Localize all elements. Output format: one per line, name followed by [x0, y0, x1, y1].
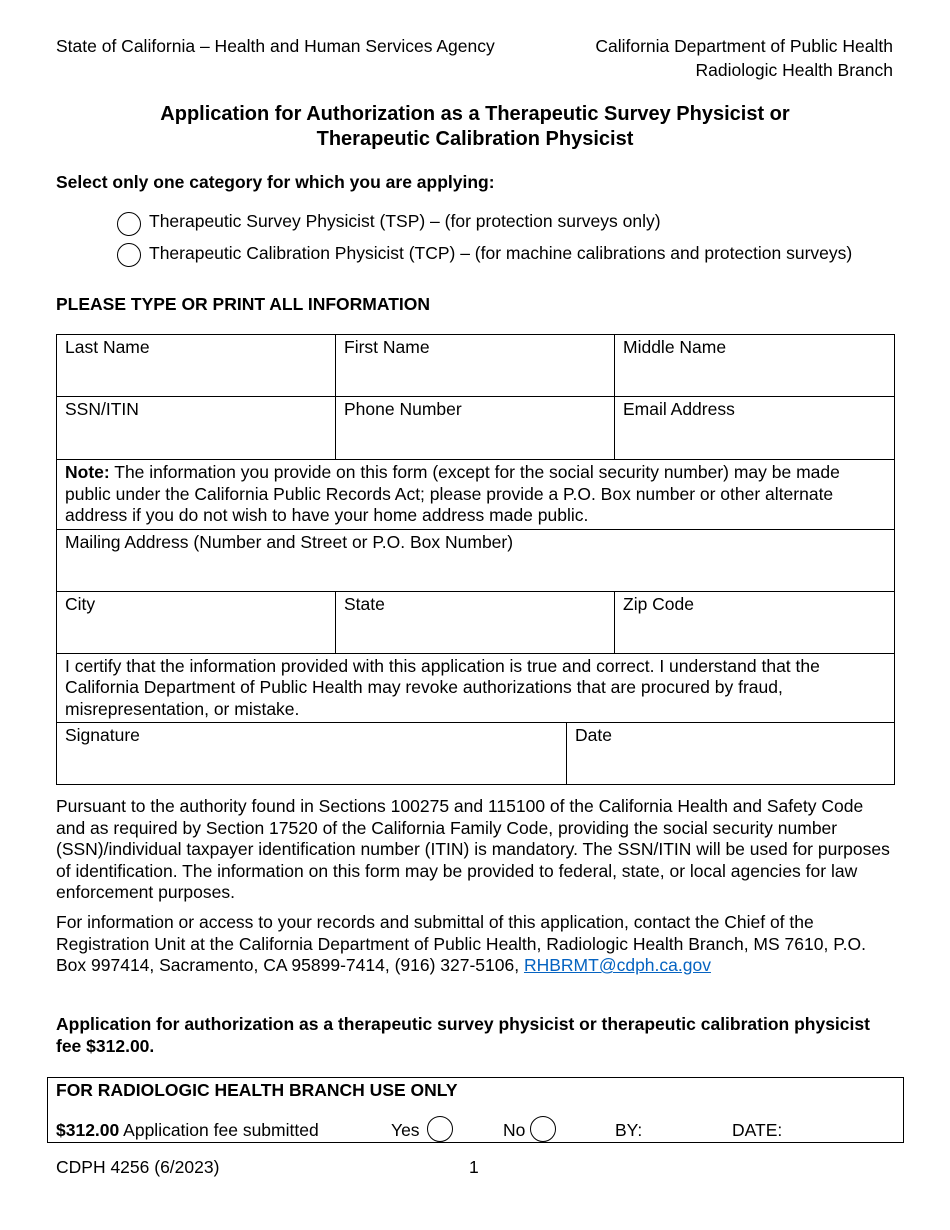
print-instruction: PLEASE TYPE OR PRINT ALL INFORMATION	[56, 294, 430, 314]
ssn-field[interactable]	[57, 397, 336, 460]
fee-yes-radio[interactable]	[427, 1116, 453, 1142]
last-name-field[interactable]	[57, 335, 336, 397]
fee-no-radio[interactable]	[530, 1116, 556, 1142]
phone-field[interactable]	[336, 397, 615, 460]
last-name-label: Last Name	[65, 337, 150, 357]
no-label: No	[503, 1120, 526, 1140]
first-name-label: First Name	[344, 337, 430, 357]
contact-text: For information or access to your records and submittal of this application, contact the Chief of the Registration Unit at the California Department of Public Health, Radiologic Health Branch, MS 7610, P.O. Box 997414, Sacramento, CA 95899-7414, (916) 327-5106,	[56, 912, 866, 975]
fee-statement: Application for authorization as a therapeutic survey physicist or therapeutic calibration physicist fee $312.00.	[56, 1014, 870, 1056]
phone-label: Phone Number	[344, 399, 462, 419]
city-field[interactable]	[57, 591, 336, 653]
applicant-info-table	[56, 334, 895, 785]
signature-label: Signature	[65, 725, 140, 745]
state-label: State	[344, 593, 385, 614]
state-field[interactable]	[336, 591, 615, 653]
mailing-address-field[interactable]	[57, 529, 895, 591]
ssn-label: SSN/ITIN	[65, 399, 139, 419]
branch-name: Radiologic Health Branch	[695, 60, 893, 80]
middle-name-label: Middle Name	[623, 337, 727, 357]
contact-email-link[interactable]: RHBRMT@cdph.ca.gov	[523, 955, 711, 975]
contact-paragraph	[56, 912, 896, 977]
city-label: City	[65, 593, 96, 614]
note-label: Note:	[65, 462, 110, 482]
authority-paragraph: Pursuant to the authority found in Sections 100275 and 115100 of the California Health and Safety Code and as required by Section 17520 of the California Family Code, providing the social security number (SSN)/individual taxpayer identification number (ITIN) is mandatory. The SSN/ITIN will be used for purposes of identification. The information on this form may be provided to federal, state, or local agencies for law enforcement purposes.	[56, 796, 890, 902]
form-id: CDPH 4256 (6/2023)	[56, 1157, 220, 1177]
yes-label: Yes	[391, 1120, 420, 1140]
tcp-option-label: Therapeutic Calibration Physicist (TCP) – (for machine calibrations and protection surveys)	[149, 243, 853, 263]
privacy-note	[57, 460, 895, 530]
title-line-1: Application for Authorization as a Therapeutic Survey Physicist or	[160, 103, 790, 125]
title-line-2: Therapeutic Calibration Physicist	[316, 128, 634, 150]
tcp-radio[interactable]	[117, 243, 141, 267]
certify-text: I certify that the information provided with this application is true and correct. I understand that the California Department of Public Health may revoke authorizations that are procured by fraud, misrepresentation, or mistake.	[65, 655, 820, 719]
office-use-box	[47, 1077, 904, 1143]
date-label: Date	[575, 725, 612, 745]
page-number: 1	[469, 1157, 479, 1177]
category-prompt: Select only one category for which you are applying:	[56, 172, 495, 192]
fee-amount: $312.00	[56, 1120, 120, 1140]
middle-name-field[interactable]	[615, 335, 895, 397]
tsp-option-label: Therapeutic Survey Physicist (TSP) – (for protection surveys only)	[149, 211, 661, 231]
zip-label: Zip Code	[623, 593, 695, 614]
agency-name: State of California – Health and Human Services Agency	[56, 36, 495, 56]
office-use-heading: FOR RADIOLOGIC HEALTH BRANCH USE ONLY	[56, 1080, 458, 1100]
certification-statement	[57, 653, 895, 723]
fee-submitted-line	[56, 1120, 319, 1141]
tsp-radio[interactable]	[117, 212, 141, 236]
email-field[interactable]	[615, 397, 895, 460]
note-text: The information you provide on this form (except for the social security number) may be made public under the California Public Records Act; please provide a P.O. Box number or other alternate address if you do not wish to have your home address made public.	[65, 462, 840, 525]
date-field[interactable]	[567, 723, 895, 785]
signature-field[interactable]	[57, 723, 567, 785]
department-name: California Department of Public Health	[595, 36, 893, 56]
page-title	[0, 102, 950, 152]
office-date-label: DATE:	[732, 1120, 783, 1140]
by-label: BY:	[615, 1120, 643, 1140]
email-label: Email Address	[623, 399, 735, 419]
mailing-address-label: Mailing Address (Number and Street or P.O. Box Number)	[65, 531, 514, 552]
fee-submitted-text: Application fee submitted	[119, 1120, 319, 1140]
zip-field[interactable]	[615, 591, 895, 653]
first-name-field[interactable]	[336, 335, 615, 397]
